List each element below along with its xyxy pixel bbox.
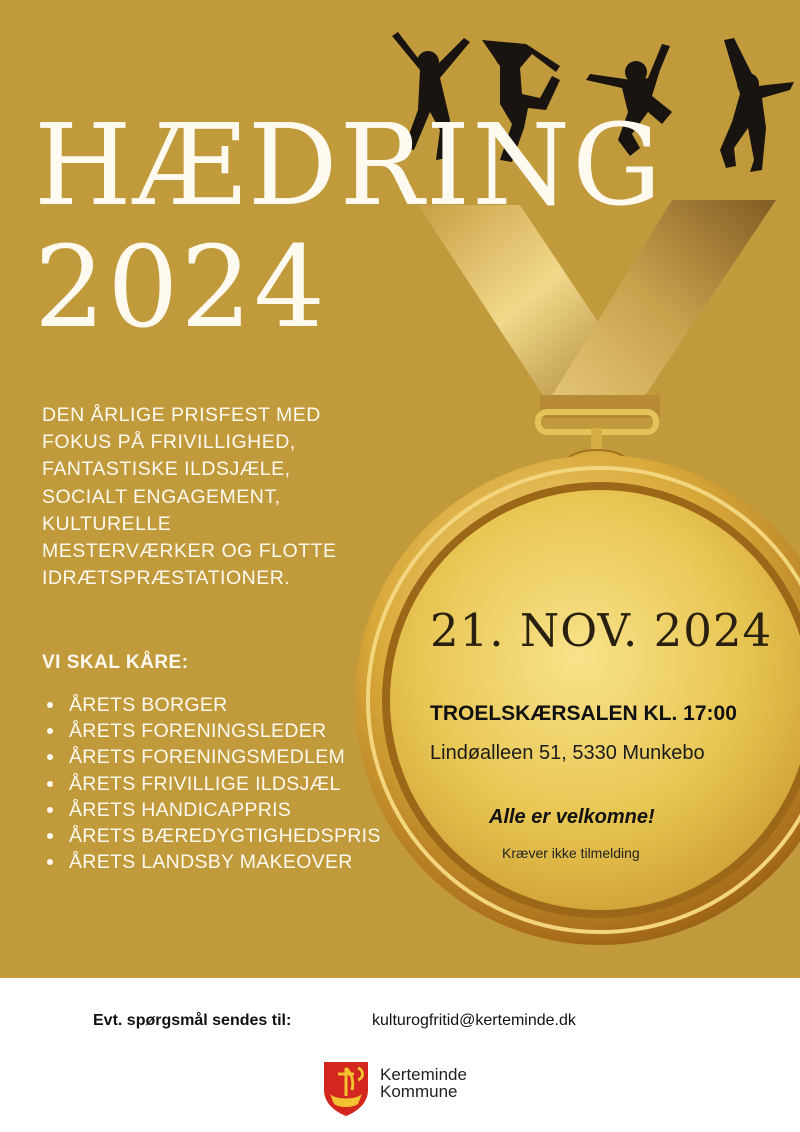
- intro-line: SOCIALT ENGAGEMENT,: [42, 485, 281, 508]
- event-address: Lindøalleen 51, 5330 Munkebo: [430, 742, 705, 764]
- event-venue: TROELSKÆRSALEN KL. 17:00: [430, 702, 737, 725]
- welcome-text: Alle er velkomne!: [489, 806, 655, 828]
- logo-name-line2: Kommune: [380, 1082, 458, 1101]
- medal-disc: [355, 455, 800, 945]
- event-title: HÆDRING: [34, 101, 664, 231]
- award-item: ÅRETS BORGER: [40, 692, 381, 718]
- contact-label: Evt. spørgsmål sendes til:: [93, 1012, 292, 1029]
- award-item: ÅRETS FRIVILLIGE ILDSJÆL: [40, 771, 381, 797]
- award-heading: VI SKAL KÅRE:: [42, 652, 189, 673]
- award-item: ÅRETS LANDSBY MAKEOVER: [40, 849, 381, 875]
- ribbon: [418, 200, 776, 418]
- award-item: ÅRETS FORENINGSLEDER: [40, 718, 381, 744]
- kerteminde-shield-icon: [322, 1060, 370, 1118]
- intro-text: [42, 402, 382, 592]
- award-item: ÅRETS HANDICAPPRIS: [40, 797, 381, 823]
- intro-line: MESTERVÆRKER OG FLOTTE: [42, 540, 337, 563]
- intro-line: KULTURELLE: [42, 512, 172, 535]
- award-list: [40, 692, 381, 875]
- silhouette-person-4: [720, 38, 794, 172]
- signup-note: Kræver ikke tilmelding: [502, 845, 640, 861]
- award-item: ÅRETS FORENINGSMEDLEM: [40, 744, 381, 770]
- kerteminde-logo: [322, 1060, 492, 1118]
- logo-name-line1: Kerteminde: [380, 1065, 467, 1084]
- intro-line: DEN ÅRLIGE PRISFEST MED: [42, 404, 321, 426]
- intro-line: FOKUS PÅ FRIVILLIGHED,: [42, 431, 296, 454]
- intro-line: IDRÆTSPRÆSTATIONER.: [42, 567, 291, 590]
- award-item: ÅRETS BÆREDYGTIGHEDSPRIS: [40, 823, 381, 849]
- event-year: 2024: [34, 223, 328, 353]
- contact-email[interactable]: kulturogfritid@kerteminde.dk: [372, 1012, 576, 1029]
- intro-line: FANTASTISKE ILDSJÆLE,: [42, 458, 291, 481]
- event-date: 21. NOV. 2024: [430, 604, 773, 657]
